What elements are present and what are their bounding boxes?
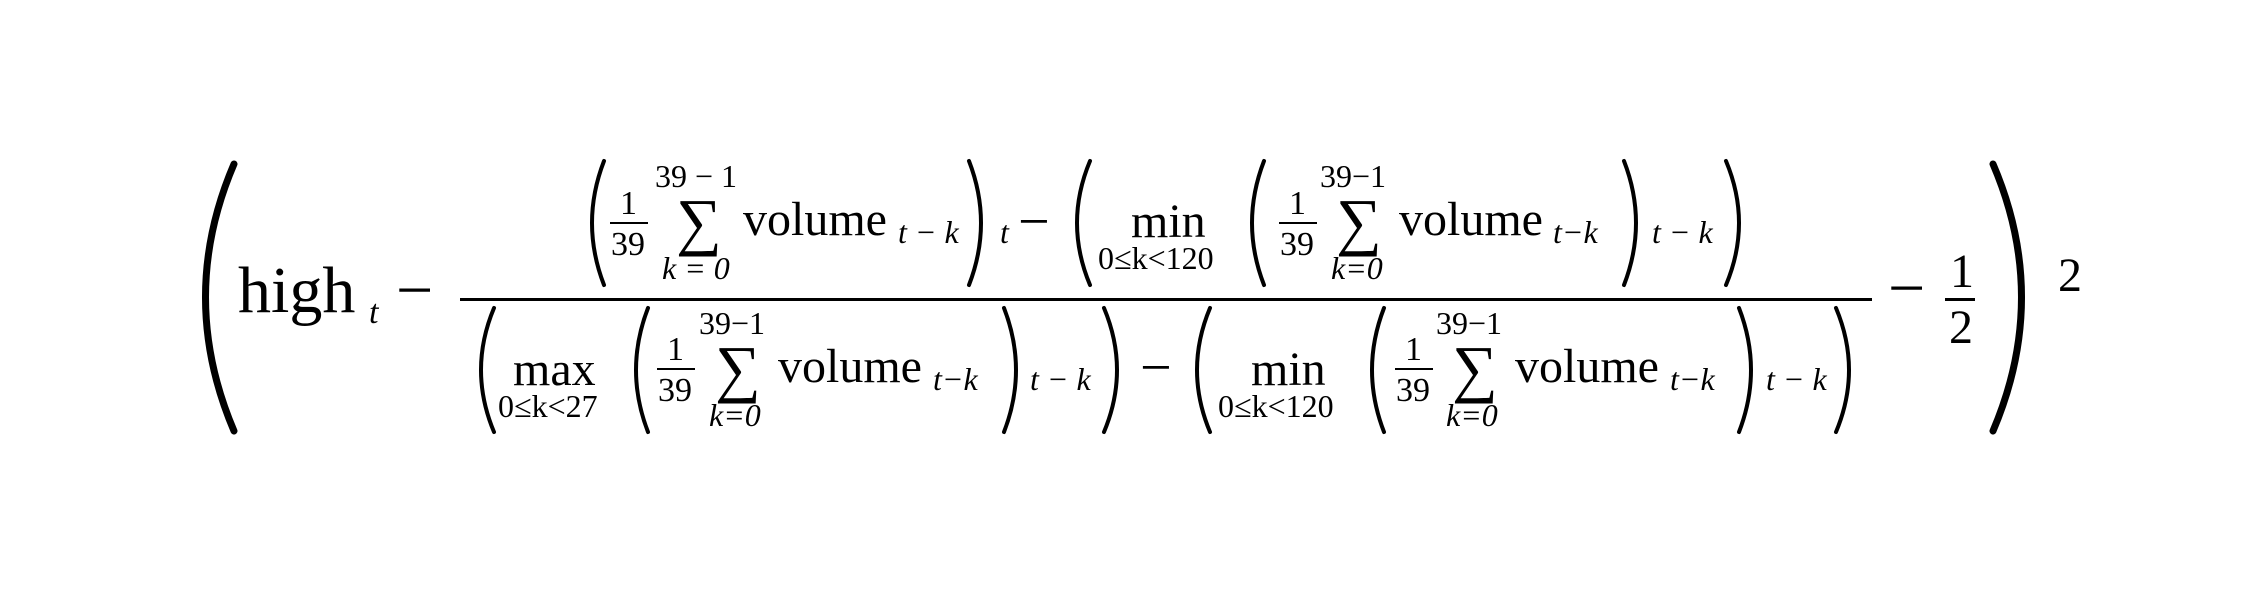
main-fraction-bar — [460, 298, 1872, 301]
den-volume-1-sub: t−k — [933, 361, 978, 397]
num-paren-right-2 — [1722, 158, 1754, 288]
den-volume-2-sub: t−k — [1670, 361, 1715, 397]
num-paren-left-3 — [1238, 158, 1268, 288]
den-minus: − — [1140, 337, 1172, 399]
half-denominator: 2 — [1949, 301, 1973, 354]
den-sum2-upper: 39−1 — [1436, 305, 1503, 341]
num-paren-left-1 — [578, 158, 608, 288]
den-paren-right-3 — [1832, 305, 1864, 435]
den-frac1-denom: 39 — [658, 372, 692, 409]
num-paren-right-3 — [1620, 158, 1650, 288]
den-paren-left-1 — [466, 305, 498, 435]
den-paren-right-4 — [1735, 305, 1765, 435]
den-paren-2-sub: t − k — [1030, 361, 1091, 397]
num-frac2-numer: 1 — [1289, 185, 1306, 222]
den-max-op: max — [513, 343, 596, 396]
half-numerator: 1 — [1950, 245, 1974, 298]
den-paren-right-1 — [1100, 305, 1132, 435]
outer-exponent: 2 — [2058, 249, 2082, 302]
minus-sign-1: − — [396, 254, 434, 327]
num-volume-2: volume — [1399, 193, 1543, 246]
den-paren-right-2 — [1000, 305, 1030, 435]
num-frac1-bar — [610, 222, 648, 224]
num-sum1-sigma: ∑ — [676, 186, 722, 257]
outer-right-paren — [1985, 160, 2055, 435]
num-paren-1-sub: t — [1000, 214, 1009, 250]
den-volume-1: volume — [778, 340, 922, 393]
num-frac2-bar — [1279, 222, 1317, 224]
high-term: high — [238, 254, 356, 327]
num-sum2-lower: k=0 — [1331, 250, 1383, 286]
num-min-op: min — [1131, 195, 1206, 248]
high-subscript-t: t — [369, 294, 379, 331]
den-paren-left-2 — [622, 305, 652, 435]
num-min-range: 0≤k<120 — [1098, 240, 1214, 276]
den-paren-left-3 — [1182, 305, 1214, 435]
outer-left-paren — [172, 160, 242, 435]
den-frac2-numer: 1 — [1405, 331, 1422, 368]
num-minus: − — [1018, 191, 1050, 253]
den-sum2-sigma: ∑ — [1452, 333, 1498, 404]
num-frac2-denom: 39 — [1280, 226, 1314, 263]
minus-sign-2: − — [1888, 252, 1926, 325]
num-sum1-upper: 39 − 1 — [655, 158, 738, 194]
den-volume-2: volume — [1515, 340, 1659, 393]
den-min-range: 0≤k<120 — [1218, 388, 1334, 424]
num-volume-1-sub: t − k — [898, 214, 959, 250]
num-sum2-sigma: ∑ — [1336, 186, 1382, 257]
den-sum1-lower: k=0 — [709, 397, 761, 433]
den-min-op: min — [1251, 343, 1326, 396]
den-paren-left-4 — [1358, 305, 1388, 435]
num-paren-left-2 — [1062, 158, 1094, 288]
num-sum2-upper: 39−1 — [1320, 158, 1387, 194]
num-paren-3-sub: t − k — [1652, 214, 1713, 250]
den-sum1-sigma: ∑ — [715, 333, 761, 404]
num-volume-1: volume — [743, 193, 887, 246]
den-frac1-numer: 1 — [667, 331, 684, 368]
den-frac1-bar — [657, 368, 695, 370]
num-volume-2-sub: t−k — [1553, 214, 1598, 250]
den-frac2-denom: 39 — [1396, 372, 1430, 409]
den-paren-4-sub: t − k — [1766, 361, 1827, 397]
num-frac1-numer: 1 — [620, 185, 637, 222]
num-frac1-denom: 39 — [611, 226, 645, 263]
num-sum1-lower: k = 0 — [662, 250, 730, 286]
den-frac2-bar — [1395, 368, 1433, 370]
den-sum2-lower: k=0 — [1446, 397, 1498, 433]
den-sum1-upper: 39−1 — [699, 305, 766, 341]
den-max-range: 0≤k<27 — [498, 388, 598, 424]
num-paren-right-1 — [965, 158, 995, 288]
